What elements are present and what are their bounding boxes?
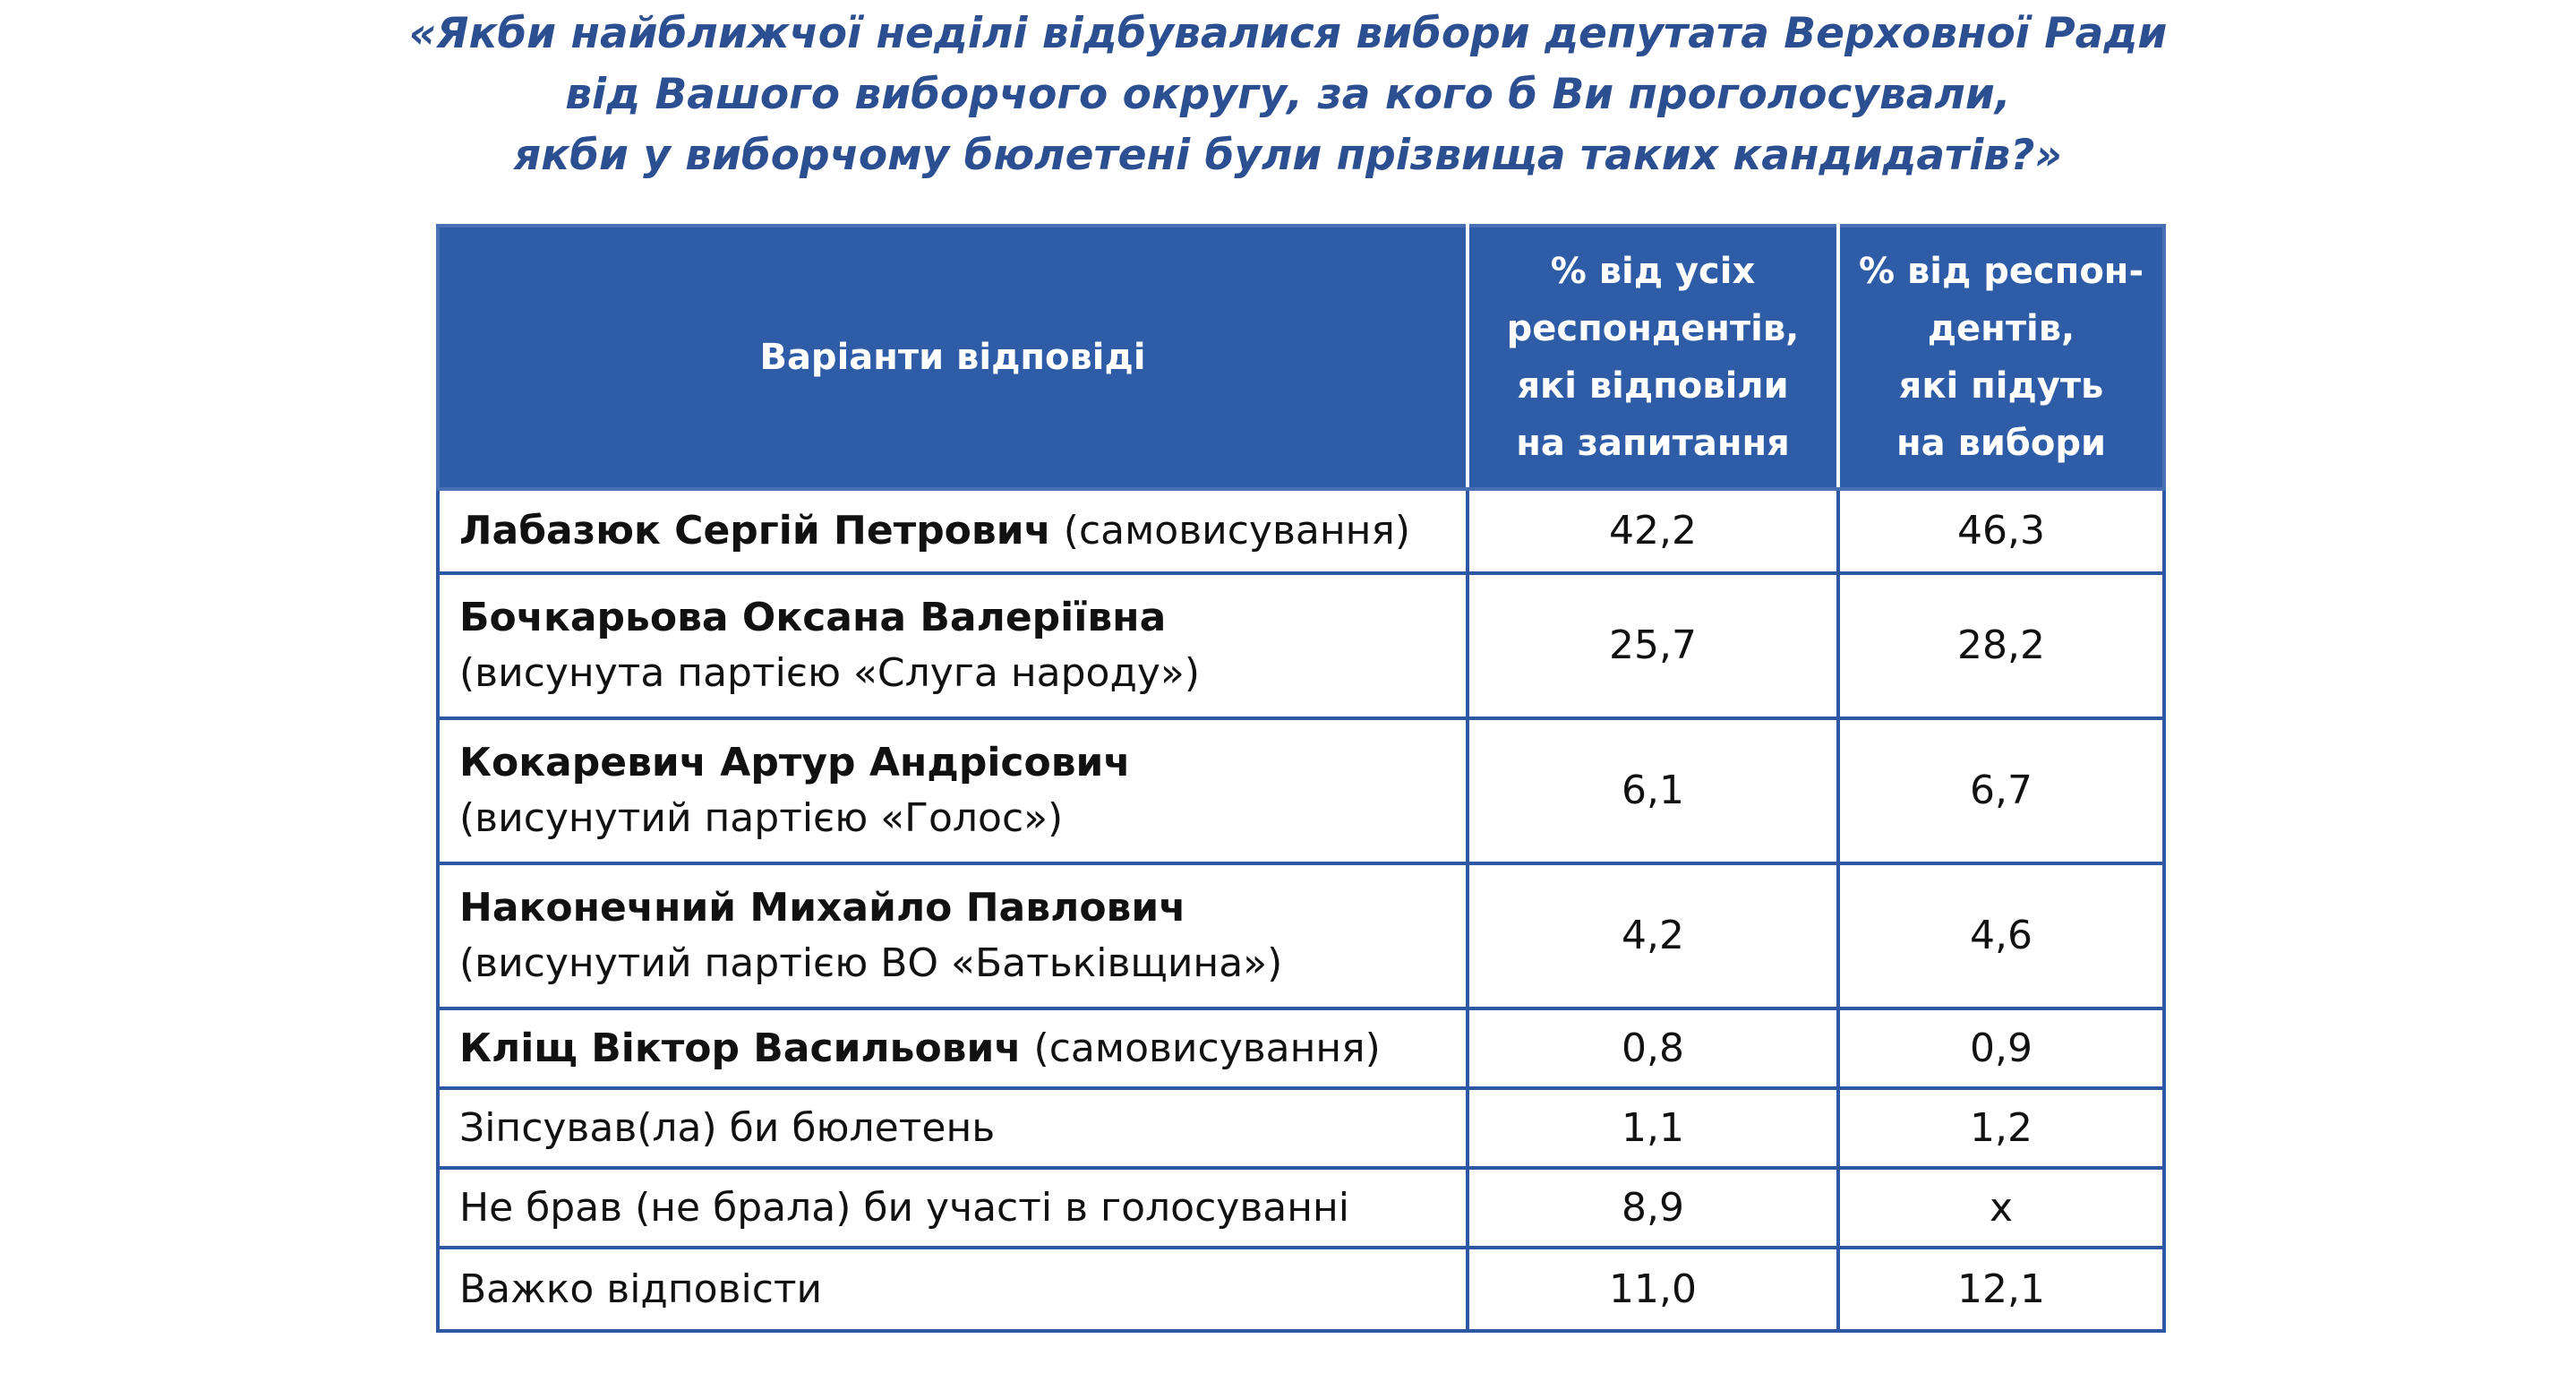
header-row [438,226,2164,489]
value-all: 4,2 [1468,863,1838,1008]
candidate-name: Наконечний Михайло Павлович [459,885,1186,931]
header-all-line-1: % від усіх [1550,251,1756,292]
header-voters [1838,226,2164,489]
candidate-note: (висунутий партією ВО «Батьківщина») [459,940,1283,986]
table-row [438,1008,2164,1088]
value-voters: 4,6 [1838,863,2164,1008]
answer-cell [438,1088,1468,1168]
value-all: 42,2 [1468,489,1838,573]
title-line-1: «Якби найближчої неділі відбувалися вибори депутата Верховної Ради [408,9,2168,58]
title-line-3: якби у виборчому бюлетені були прізвища таких кандидатів?» [514,131,2062,180]
answer-cell [438,1008,1468,1088]
value-voters: 0,9 [1838,1008,2164,1088]
answer-cell [438,573,1468,718]
candidate-note: (самовисування) [1021,1025,1381,1071]
answer-cell [438,1248,1468,1331]
value-all: 6,1 [1468,718,1838,863]
table-row [438,1248,2164,1331]
value-all: 25,7 [1468,573,1838,718]
table-row [438,863,2164,1008]
value-voters: 1,2 [1838,1088,2164,1168]
value-voters: 28,2 [1838,573,2164,718]
header-voters-line-3: які підуть [1898,365,2104,407]
table-row [438,489,2164,573]
answer-cell [438,1168,1468,1248]
header-all-line-3: які відповіли [1517,365,1789,407]
header-all-line-2: респондентів, [1506,308,1800,349]
table-row [438,718,2164,863]
candidate-name: Бочкарьова Оксана Валеріївна [459,595,1167,640]
header-voters-line-2: дентів, [1927,308,2075,349]
table-row [438,573,2164,718]
header-voters-line-4: на вибори [1896,423,2106,464]
answer-text: Не брав (не брала) би участі в голосуванні [459,1184,1349,1231]
candidate-name: Кліщ Віктор Васильович [459,1025,1022,1071]
value-all: 11,0 [1468,1248,1838,1331]
value-voters: 6,7 [1838,718,2164,863]
answer-text: Важко відповісти [459,1266,823,1312]
value-voters: 46,3 [1838,489,2164,573]
header-all-respondents [1468,226,1838,489]
answer-text: Зіпсував(ла) би бюлетень [459,1104,996,1151]
answer-cell [438,718,1468,863]
header-voters-line-1: % від респон- [1858,251,2144,292]
candidate-note: (висунута партією «Слуга народу») [459,650,1200,696]
survey-question-title [0,0,2576,186]
candidate-note: (самовисування) [1050,508,1411,553]
candidate-name: Кокаревич Артур Андрісович [459,740,1131,785]
value-voters: 12,1 [1838,1248,2164,1331]
candidate-note: (висунутий партією «Голос») [459,795,1064,841]
title-line-2: від Вашого виборчого округу, за кого б Ви проголосували, [565,70,2011,119]
answer-cell [438,489,1468,573]
value-all: 0,8 [1468,1008,1838,1088]
value-all: 1,1 [1468,1088,1838,1168]
value-voters: x [1838,1168,2164,1248]
answer-cell [438,863,1468,1008]
value-all: 8,9 [1468,1168,1838,1248]
table-row [438,1168,2164,1248]
header-all-line-4: на запитання [1516,423,1790,464]
header-options: Варіанти відповіді [438,226,1468,489]
candidate-name: Лабазюк Сергій Петрович [459,508,1051,553]
results-table [436,224,2166,1333]
table-row [438,1088,2164,1168]
